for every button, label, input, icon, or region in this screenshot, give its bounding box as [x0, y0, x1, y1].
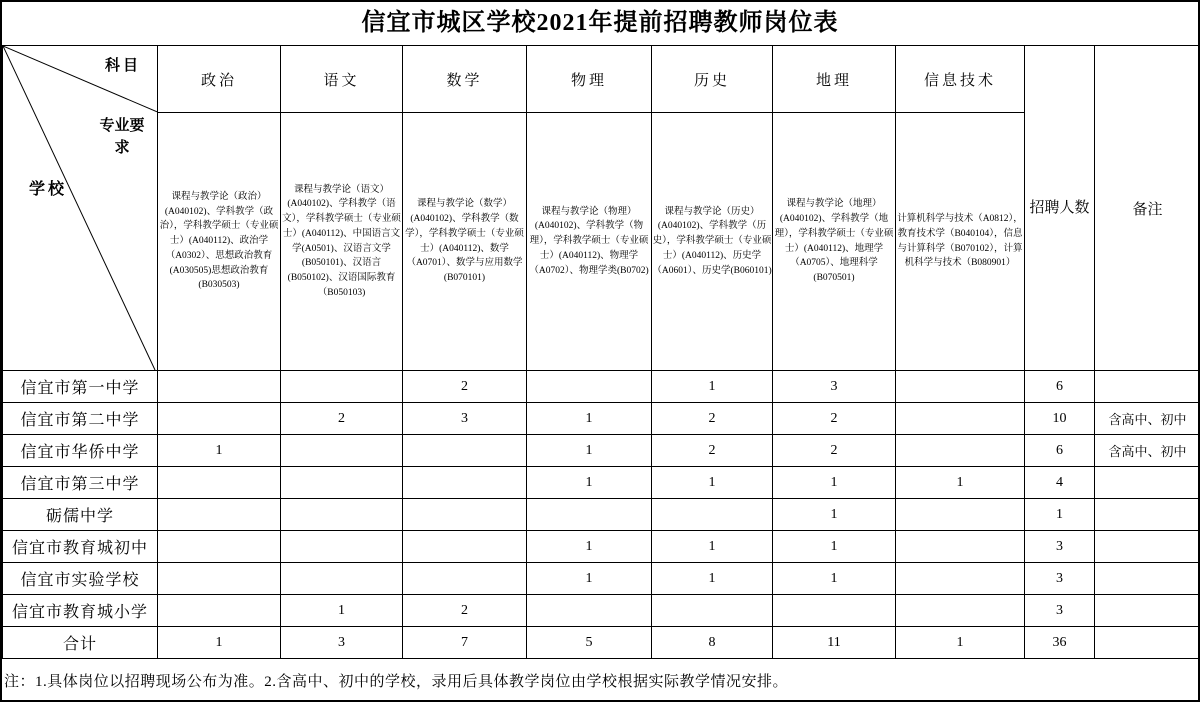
school-name: 信宜市第一中学	[3, 371, 158, 403]
value-cell: 2	[773, 403, 896, 435]
school-name: 信宜市第三中学	[3, 467, 158, 499]
value-cell	[281, 563, 403, 595]
value-cell: 1	[652, 371, 773, 403]
table-row-7	[3, 595, 1200, 627]
remark-cell	[1095, 499, 1200, 531]
table-row-2	[3, 435, 1200, 467]
value-cell	[527, 595, 652, 627]
requirement-cell-4: 课程与教学论（历史）(A040102)、学科教学（历史），学科教学硕士（专业硕士）(A040112)、历史学（A0601）、历史学(B060101)	[652, 113, 773, 371]
value-cell: 2	[652, 403, 773, 435]
value-cell: 2	[773, 435, 896, 467]
value-cell: 1	[527, 563, 652, 595]
value-cell: 1	[773, 563, 896, 595]
remark-cell	[1095, 531, 1200, 563]
value-cell	[403, 499, 527, 531]
table-row-1	[3, 403, 1200, 435]
count-cell: 4	[1025, 467, 1095, 499]
table-row-4	[3, 499, 1200, 531]
remark-cell	[1095, 563, 1200, 595]
requirement-cell-1: 课程与教学论（语文）(A040102)、学科教学（语文），学科教学硕士（专业硕士）(A040112)、中国语言文学(A0501)、汉语言文学(B050101)、汉语言(B050102)、汉语国际教育（B050103)	[281, 113, 403, 371]
table-row-3	[3, 467, 1200, 499]
corner-cell	[3, 46, 158, 371]
school-name: 合计	[3, 627, 158, 659]
value-cell: 1	[281, 595, 403, 627]
value-cell: 1	[773, 499, 896, 531]
value-cell	[403, 467, 527, 499]
value-cell	[281, 499, 403, 531]
table-row-8	[3, 627, 1200, 659]
value-cell	[158, 467, 281, 499]
requirement-cell-2: 课程与教学论（数学）(A040102)、学科教学（数学），学科教学硕士（专业硕士）(A040112)、数学（A0701）、数学与应用数学(B070101)	[403, 113, 527, 371]
corner-school-label: 学校	[29, 181, 68, 198]
school-name: 砺儒中学	[3, 499, 158, 531]
value-cell	[652, 595, 773, 627]
count-cell: 3	[1025, 595, 1095, 627]
remark-cell	[1095, 371, 1200, 403]
value-cell	[403, 563, 527, 595]
value-cell: 3	[773, 371, 896, 403]
diagonal-divider-lines	[3, 46, 157, 370]
count-cell: 6	[1025, 435, 1095, 467]
value-cell: 1	[896, 467, 1025, 499]
subject-header-5: 地理	[773, 46, 896, 113]
value-cell: 1	[652, 531, 773, 563]
page-title: 信宜市城区学校2021年提前招聘教师岗位表	[361, 10, 839, 36]
subject-header-6: 信息技术	[896, 46, 1025, 113]
value-cell	[158, 403, 281, 435]
value-cell: 1	[896, 627, 1025, 659]
count-cell: 6	[1025, 371, 1095, 403]
value-cell: 3	[281, 627, 403, 659]
subject-header-4: 历史	[652, 46, 773, 113]
remark-cell: 含高中、初中	[1095, 435, 1200, 467]
count-cell: 3	[1025, 563, 1095, 595]
subject-header-1: 语文	[281, 46, 403, 113]
value-cell: 1	[158, 627, 281, 659]
value-cell	[896, 499, 1025, 531]
value-cell	[773, 595, 896, 627]
count-cell: 3	[1025, 531, 1095, 563]
value-cell	[896, 435, 1025, 467]
value-cell: 5	[527, 627, 652, 659]
value-cell	[281, 435, 403, 467]
value-cell	[158, 563, 281, 595]
school-name: 信宜市第二中学	[3, 403, 158, 435]
requirement-cell-3: 课程与教学论（物理）(A040102)、学科教学（物理），学科教学硕士（专业硕士）(A040112)、物理学（A0702）、物理学类(B0702)	[527, 113, 652, 371]
count-cell: 36	[1025, 627, 1095, 659]
value-cell	[158, 531, 281, 563]
value-cell	[281, 371, 403, 403]
footnote: 注：1.具体岗位以招聘现场公布为准。2.含高中、初中的学校，录用后具体教学岗位由学校根据实际教学情况安排。	[4, 674, 789, 690]
value-cell	[158, 595, 281, 627]
value-cell: 3	[403, 403, 527, 435]
value-cell	[527, 371, 652, 403]
value-cell: 8	[652, 627, 773, 659]
table-row-5	[3, 531, 1200, 563]
value-cell	[527, 499, 652, 531]
table-row-6	[3, 563, 1200, 595]
school-name: 信宜市教育城初中	[3, 531, 158, 563]
value-cell: 1	[527, 467, 652, 499]
value-cell: 2	[403, 371, 527, 403]
value-cell	[896, 563, 1025, 595]
school-name: 信宜市实验学校	[3, 563, 158, 595]
value-cell	[403, 435, 527, 467]
value-cell: 1	[527, 435, 652, 467]
value-cell	[403, 531, 527, 563]
value-cell: 2	[652, 435, 773, 467]
count-header: 招聘人数	[1025, 46, 1095, 371]
count-cell: 10	[1025, 403, 1095, 435]
corner-requirement-label: 专业要求	[99, 118, 145, 156]
school-name: 信宜市华侨中学	[3, 435, 158, 467]
value-cell	[896, 403, 1025, 435]
count-cell: 1	[1025, 499, 1095, 531]
value-cell	[896, 595, 1025, 627]
requirement-cell-5: 课程与教学论（地理）(A040102)、学科教学（地理），学科教学硕士（专业硕士）(A040112)、地理学（A0705）、地理科学(B070501)	[773, 113, 896, 371]
remark-cell	[1095, 595, 1200, 627]
subject-header-3: 物理	[527, 46, 652, 113]
school-name: 信宜市教育城小学	[3, 595, 158, 627]
value-cell: 1	[652, 467, 773, 499]
value-cell	[158, 371, 281, 403]
value-cell	[896, 531, 1025, 563]
value-cell: 2	[403, 595, 527, 627]
requirement-cell-6: 计算机科学与技术（A0812），教育技术学（B040104），信息与计算科学（B070102），计算机科学与技术（B080901）	[896, 113, 1025, 371]
value-cell	[652, 499, 773, 531]
value-cell	[281, 467, 403, 499]
header-row-subjects	[3, 46, 1200, 113]
remark-header: 备注	[1095, 46, 1200, 371]
remark-cell	[1095, 467, 1200, 499]
value-cell: 1	[773, 531, 896, 563]
value-cell: 1	[652, 563, 773, 595]
value-cell: 7	[403, 627, 527, 659]
value-cell: 1	[158, 435, 281, 467]
header-row-requirements	[3, 113, 1200, 371]
positions-table	[2, 45, 1200, 659]
value-cell: 1	[527, 531, 652, 563]
requirement-cell-0: 课程与教学论（政治）(A040102)、学科教学（政治），学科教学硕士（专业硕士）(A040112)、政治学（A0302）、思想政治教育(A030505)思想政治教育(B030503)	[158, 113, 281, 371]
value-cell: 1	[527, 403, 652, 435]
value-cell: 2	[281, 403, 403, 435]
remark-cell: 含高中、初中	[1095, 403, 1200, 435]
remark-cell	[1095, 627, 1200, 659]
value-cell: 1	[773, 467, 896, 499]
value-cell: 11	[773, 627, 896, 659]
corner-subject-label: 科目	[104, 58, 141, 74]
subject-header-0: 政治	[158, 46, 281, 113]
value-cell	[896, 371, 1025, 403]
table-row-0	[3, 371, 1200, 403]
value-cell	[158, 499, 281, 531]
subject-header-2: 数学	[403, 46, 527, 113]
value-cell	[281, 531, 403, 563]
